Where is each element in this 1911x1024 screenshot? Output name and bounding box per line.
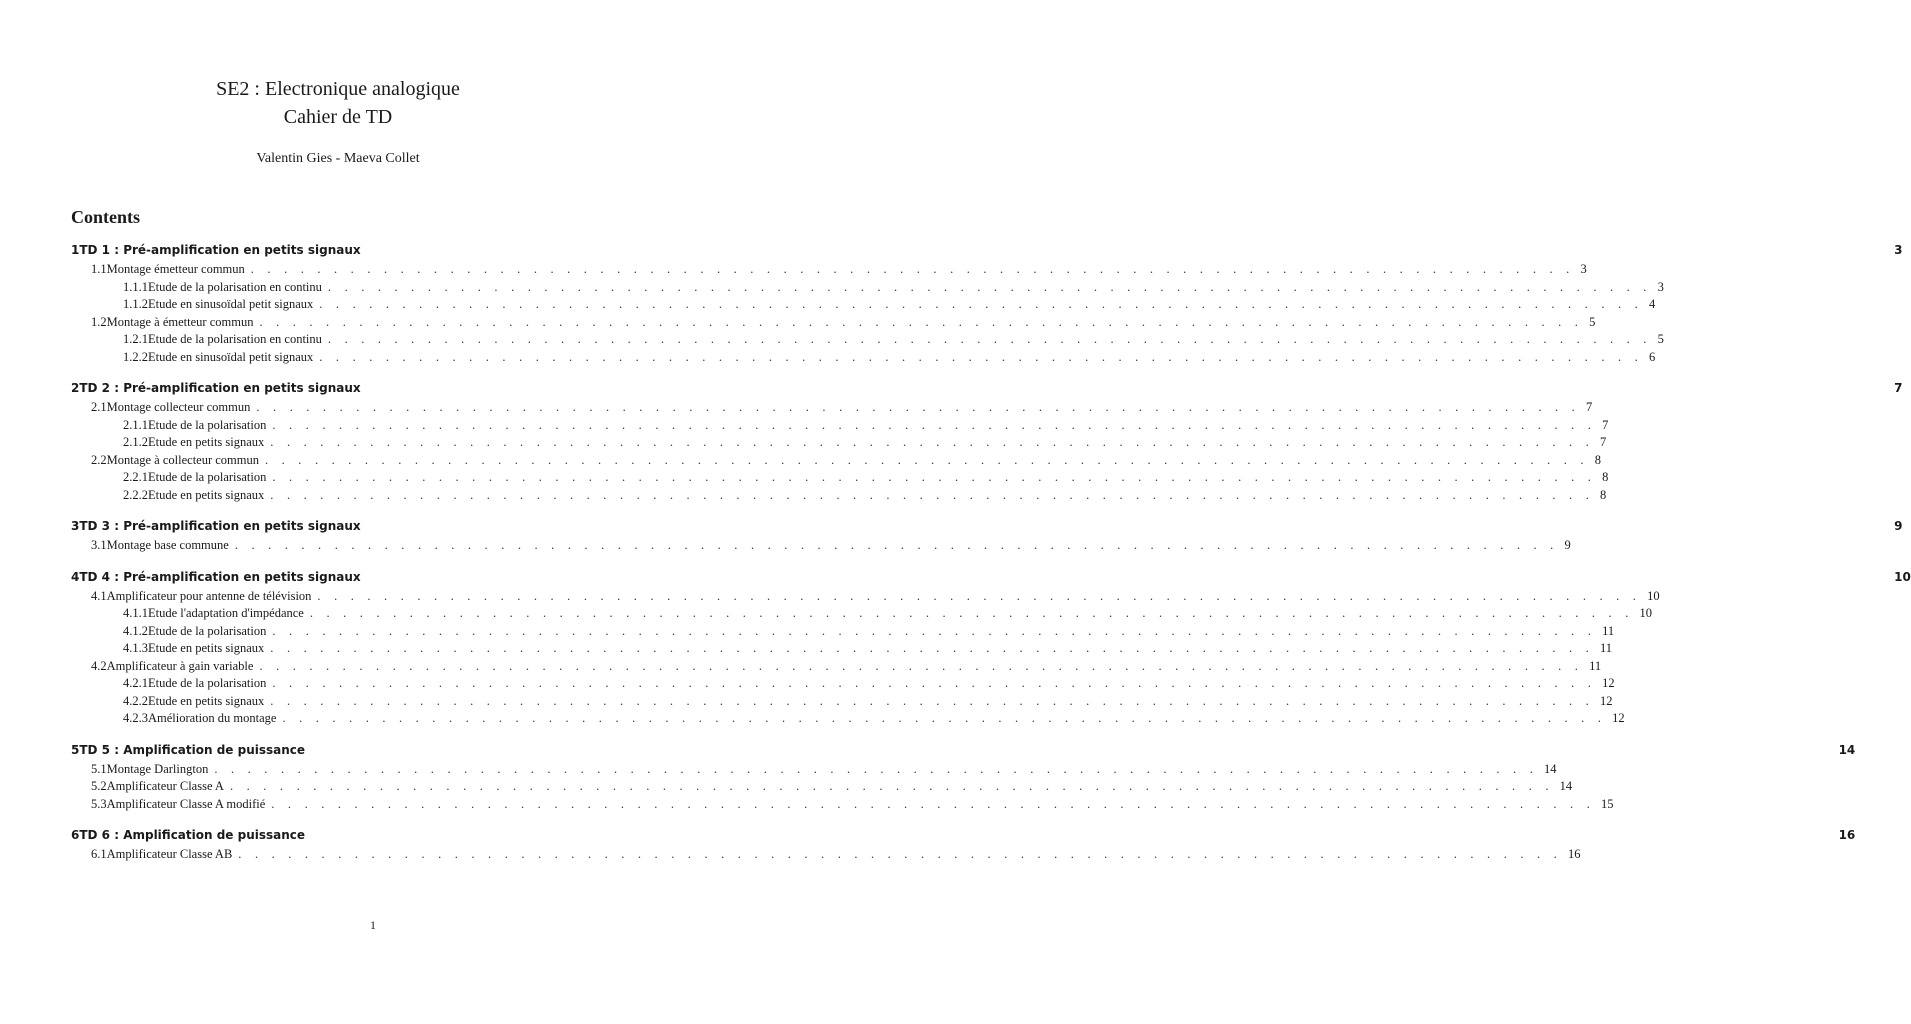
toc-leader-dots: . . . . . . . . . . . . . . . . . . . . . . . . . . . . . . . . . . . . . . . . . . . . . . . . . . . . . . . . . . . . . . . . . . . . . . . . . . . . . . . . [270, 487, 1594, 502]
toc-leader-dots: . . . . . . . . . . . . . . . . . . . . . . . . . . . . . . . . . . . . . . . . . . . . . . . . . . . . . . . . . . . . . . . . . . . . . . . . . . . . . . . . [272, 417, 1597, 432]
toc-entry-title: Montage à collecteur commun [106, 452, 259, 467]
toc-entry-5-3[interactable] [71, 796, 1614, 815]
toc-entry-title: TD 1 : Pré-amplification en petits signaux [79, 243, 361, 257]
toc-entry-3-1[interactable] [71, 538, 1571, 556]
toc-entry-page: 10 [1894, 569, 1911, 584]
toc-entry-page: 9 [1894, 519, 1903, 533]
toc-entry-number: 1.2 [91, 314, 107, 329]
toc-entry-title: TD 6 : Amplification de puissance [79, 828, 306, 842]
toc-entry-2-2-1[interactable] [71, 470, 1609, 488]
toc-entry-2[interactable] [71, 381, 1903, 399]
toc-entry-page: 5 [1589, 314, 1596, 329]
toc-entry-number: 6.1 [91, 847, 107, 861]
toc-leader-dots: . . . . . . . . . . . . . . . . . . . . . . . . . . . . . . . . . . . . . . . . . . . . . . . . . . . . . . . . . . . . . . . . . . . . . . . . . . . . . . . . [250, 262, 1575, 276]
toc-entry-number: 2.2.1 [123, 470, 148, 484]
toc-entry-number: 2.1 [91, 400, 107, 414]
toc-entry-2-2[interactable] [71, 452, 1601, 471]
toc-entry-page: 11 [1602, 623, 1615, 638]
toc-entry-page: 3 [1894, 243, 1903, 257]
toc-entry-6[interactable] [71, 828, 1856, 846]
toc-entry-number: 5 [71, 742, 80, 757]
toc-entry-page: 7 [1599, 435, 1607, 449]
toc-entry-title: Montage Darlington [106, 761, 209, 776]
toc-entry-page: 8 [1599, 487, 1607, 502]
contents-heading: Contents [71, 207, 141, 227]
toc-entry-1-1-2[interactable] [71, 297, 1656, 315]
toc-entry-title: TD 2 : Pré-amplification en petits signaux [79, 381, 361, 395]
toc-entry-6-1[interactable] [71, 847, 1581, 865]
toc-entry-number: 4.1.1 [123, 606, 148, 620]
toc-entry-page: 16 [1838, 828, 1856, 842]
toc-entry-title: Amplificateur pour antenne de télévision [106, 588, 312, 603]
toc-entry-page: 10 [1639, 606, 1653, 620]
toc-leader-dots: . . . . . . . . . . . . . . . . . . . . . . . . . . . . . . . . . . . . . . . . . . . . . . . . . . . . . . . . . . . . . . . . . . . . . . . . . . . . . . . . [272, 623, 1597, 638]
toc-entry-page: 12 [1602, 676, 1615, 690]
toc-entry-title: Etude de la polarisation [148, 417, 267, 432]
toc-entry-page: 15 [1600, 796, 1614, 811]
toc-entry-title: TD 4 : Pré-amplification en petits signaux [79, 569, 361, 584]
document-subtitle: Cahier de TD [283, 106, 393, 128]
toc-leader-dots: . . . . . . . . . . . . . . . . . . . . . . . . . . . . . . . . . . . . . . . . . . . . . . . . . . . . . . . . . . . . . . . . . . . . . . . . . . . . . . . . [319, 349, 1643, 364]
toc-entry-number: 1.1 [91, 262, 107, 276]
toc-entry-number: 4.1 [91, 588, 107, 603]
toc-entry-title: Etude en petits signaux [148, 435, 265, 449]
toc-entry-title: Etude en petits signaux [148, 641, 265, 655]
document-title: SE2 : Electronique analogique [216, 78, 460, 100]
toc-entry-page: 11 [1589, 658, 1602, 673]
toc-entry-title: Etude de la polarisation [148, 623, 267, 638]
toc-entry-number: 4.1.3 [123, 641, 148, 655]
toc-leader-dots: . . . . . . . . . . . . . . . . . . . . . . . . . . . . . . . . . . . . . . . . . . . . . . . . . . . . . . . . . . . . . . . . . . . . . . . . . . . . . . . . [272, 676, 1597, 690]
toc-entry-number: 5.2 [91, 779, 107, 793]
toc-entry-4-2-3[interactable] [71, 711, 1625, 729]
toc-entry-page: 3 [1580, 262, 1587, 276]
toc-entry-page: 8 [1602, 470, 1609, 484]
toc-entry-5-2[interactable] [71, 779, 1573, 797]
toc-entry-number: 4 [71, 569, 80, 584]
toc-entry-number: 3 [71, 519, 80, 533]
toc-entry-title: Etude l'adaptation d'impédance [148, 606, 304, 620]
toc-leader-dots: . . . . . . . . . . . . . . . . . . . . . . . . . . . . . . . . . . . . . . . . . . . . . . . . . . . . . . . . . . . . . . . . . . . . . . . . . . . . . . . . [270, 693, 1594, 708]
toc-entry-1-2[interactable] [71, 314, 1596, 333]
toc-entry-page: 4 [1648, 297, 1656, 311]
toc-entry-title: TD 3 : Pré-amplification en petits signaux [79, 519, 361, 533]
toc-entry-4-1-3[interactable] [71, 641, 1613, 659]
toc-entry-title: Etude de la polarisation [148, 470, 267, 484]
toc-entry-1[interactable] [71, 243, 1903, 261]
toc-entry-title: Amplificateur Classe A [106, 779, 224, 793]
toc-leader-dots: . . . . . . . . . . . . . . . . . . . . . . . . . . . . . . . . . . . . . . . . . . . . . . . . . . . . . . . . . . . . . . . . . . . . . . . . . . . . . . . . [229, 779, 1554, 793]
toc-entry-title: Etude de la polarisation [148, 676, 267, 690]
toc-entry-number: 2.2 [91, 452, 107, 467]
toc-leader-dots: . . . . . . . . . . . . . . . . . . . . . . . . . . . . . . . . . . . . . . . . . . . . . . . . . . . . . . . . . . . . . . . . . . . . . . . . . . . . . . . . [272, 470, 1597, 484]
toc-entry-page: 3 [1657, 279, 1664, 294]
toc-entry-1-2-2[interactable] [71, 349, 1656, 368]
toc-entry-number: 4.2.2 [123, 693, 148, 708]
toc-entry-4-2-2[interactable] [71, 693, 1613, 712]
toc-entry-page: 14 [1838, 742, 1856, 757]
toc-entry-number: 1.2.2 [123, 349, 148, 364]
toc-entry-4[interactable] [71, 569, 1911, 588]
toc-leader-dots: . . . . . . . . . . . . . . . . . . . . . . . . . . . . . . . . . . . . . . . . . . . . . . . . . . . . . . . . . . . . . . . . . . . . . . . . . . . . . . . . [327, 279, 1652, 294]
toc-entry-1-1-1[interactable] [71, 279, 1664, 298]
toc-entry-page: 6 [1648, 349, 1656, 364]
toc-entry-number: 4.2.3 [123, 711, 148, 725]
toc-entry-4-2-1[interactable] [71, 676, 1615, 694]
toc-leader-dots: . . . . . . . . . . . . . . . . . . . . . . . . . . . . . . . . . . . . . . . . . . . . . . . . . . . . . . . . . . . . . . . . . . . . . . . . . . . . . . . . [234, 538, 1559, 552]
toc-entry-title: Montage émetteur commun [106, 262, 245, 276]
toc-entry-4-1-1[interactable] [71, 606, 1653, 624]
toc-entry-number: 4.2.1 [123, 676, 148, 690]
toc-entry-page: 5 [1657, 332, 1664, 346]
toc-entry-title: Etude en petits signaux [148, 487, 265, 502]
toc-entry-4-1[interactable] [71, 588, 1660, 607]
toc-entry-number: 6 [71, 828, 80, 842]
toc-entry-number: 2.2.2 [123, 487, 148, 502]
toc-leader-dots: . . . . . . . . . . . . . . . . . . . . . . . . . . . . . . . . . . . . . . . . . . . . . . . . . . . . . . . . . . . . . . . . . . . . . . . . . . . . . . . . [259, 658, 1584, 673]
toc-entry-number: 1 [71, 243, 80, 257]
toc-leader-dots: . . . . . . . . . . . . . . . . . . . . . . . . . . . . . . . . . . . . . . . . . . . . . . . . . . . . . . . . . . . . . . . . . . . . . . . . . . . . . . . . [265, 452, 1589, 467]
toc-entry-title: Montage collecteur commun [106, 400, 251, 414]
toc-entry-page: 7 [1602, 417, 1609, 432]
toc-entry-number: 1.1.1 [123, 279, 148, 294]
toc-entry-number: 5.3 [91, 796, 107, 811]
toc-entry-1-1[interactable] [71, 262, 1587, 280]
toc-entry-number: 3.1 [91, 538, 107, 552]
toc-entry-title: Amplificateur Classe A modifié [106, 796, 266, 811]
toc-leader-dots: . . . . . . . . . . . . . . . . . . . . . . . . . . . . . . . . . . . . . . . . . . . . . . . . . . . . . . . . . . . . . . . . . . . . . . . . . . . . . . . . [259, 314, 1584, 329]
toc-leader-dots: . . . . . . . . . . . . . . . . . . . . . . . . . . . . . . . . . . . . . . . . . . . . . . . . . . . . . . . . . . . . . . . . . . . . . . . . . . . . . . . . [317, 588, 1642, 603]
toc-leader-dots: . . . . . . . . . . . . . . . . . . . . . . . . . . . . . . . . . . . . . . . . . . . . . . . . . . . . . . . . . . . . . . . . . . . . . . . . . . . . . . . . [270, 435, 1594, 449]
toc-leader-dots: . . . . . . . . . . . . . . . . . . . . . . . . . . . . . . . . . . . . . . . . . . . . . . . . . . . . . . . . . . . . . . . . . . . . . . . . . . . . . . . . [271, 796, 1595, 811]
toc-entry-5[interactable] [71, 742, 1856, 761]
toc-entry-number: 1.1.2 [123, 297, 148, 311]
toc-entry-title: TD 5 : Amplification de puissance [79, 742, 306, 757]
toc-entry-4-2[interactable] [71, 658, 1602, 677]
toc-entry-4-1-2[interactable] [71, 623, 1615, 642]
toc-entry-number: 2.1.1 [123, 417, 148, 432]
toc-entry-2-2-2[interactable] [71, 487, 1607, 506]
toc-entry-page: 12 [1599, 693, 1613, 708]
toc-entry-title: Amélioration du montage [148, 711, 277, 725]
toc-entry-number: 4.1.2 [123, 623, 148, 638]
toc-entry-page: 16 [1567, 847, 1581, 861]
toc-entry-5-1[interactable] [71, 761, 1557, 780]
toc-entry-page: 14 [1544, 761, 1557, 776]
toc-leader-dots: . . . . . . . . . . . . . . . . . . . . . . . . . . . . . . . . . . . . . . . . . . . . . . . . . . . . . . . . . . . . . . . . . . . . . . . . . . . . . . . . [327, 332, 1652, 346]
toc-entry-page: 12 [1612, 711, 1625, 725]
toc-entry-title: Etude de la polarisation en continu [148, 332, 322, 346]
toc-entry-page: 7 [1894, 381, 1903, 395]
toc-entry-title: Amplificateur Classe AB [106, 847, 233, 861]
toc-leader-dots: . . . . . . . . . . . . . . . . . . . . . . . . . . . . . . . . . . . . . . . . . . . . . . . . . . . . . . . . . . . . . . . . . . . . . . . . . . . . . . . . [214, 761, 1539, 776]
page-number: 1 [370, 918, 376, 932]
toc-entry-title: Etude en petits signaux [148, 693, 265, 708]
toc-entry-page: 9 [1564, 538, 1571, 552]
toc-entry-number: 4.2 [91, 658, 107, 673]
authors: Valentin Gies - Maeva Collet [256, 151, 420, 166]
toc-entry-page: 11 [1599, 641, 1613, 655]
toc-entry-title: Amplificateur à gain variable [106, 658, 254, 673]
toc-entry-2-1-2[interactable] [71, 435, 1607, 453]
toc-entry-page: 7 [1586, 400, 1593, 414]
toc-leader-dots: . . . . . . . . . . . . . . . . . . . . . . . . . . . . . . . . . . . . . . . . . . . . . . . . . . . . . . . . . . . . . . . . . . . . . . . . . . . . . . . . [256, 400, 1581, 414]
toc-entry-page: 14 [1559, 779, 1573, 793]
toc-entry-2-1-1[interactable] [71, 417, 1609, 436]
toc-entry-number: 2 [71, 381, 80, 395]
toc-entry-title: Etude en sinusoïdal petit signaux [148, 349, 314, 364]
toc-entry-2-1[interactable] [71, 400, 1593, 418]
toc-leader-dots: . . . . . . . . . . . . . . . . . . . . . . . . . . . . . . . . . . . . . . . . . . . . . . . . . . . . . . . . . . . . . . . . . . . . . . . . . . . . . . . . [282, 711, 1607, 725]
toc-entry-number: 5.1 [91, 761, 107, 776]
toc-entry-title: Montage à émetteur commun [106, 314, 254, 329]
toc-entry-number: 2.1.2 [123, 435, 148, 449]
toc-entry-title: Etude en sinusoïdal petit signaux [148, 297, 314, 311]
toc-entry-title: Montage base commune [106, 538, 229, 552]
toc-entry-page: 8 [1594, 452, 1601, 467]
toc-leader-dots: . . . . . . . . . . . . . . . . . . . . . . . . . . . . . . . . . . . . . . . . . . . . . . . . . . . . . . . . . . . . . . . . . . . . . . . . . . . . . . . . [309, 606, 1634, 620]
toc-leader-dots: . . . . . . . . . . . . . . . . . . . . . . . . . . . . . . . . . . . . . . . . . . . . . . . . . . . . . . . . . . . . . . . . . . . . . . . . . . . . . . . . [319, 297, 1643, 311]
toc-entry-page: 10 [1647, 588, 1660, 603]
toc-entry-1-2-1[interactable] [71, 332, 1664, 350]
toc-leader-dots: . . . . . . . . . . . . . . . . . . . . . . . . . . . . . . . . . . . . . . . . . . . . . . . . . . . . . . . . . . . . . . . . . . . . . . . . . . . . . . . . [238, 847, 1562, 861]
toc-leader-dots: . . . . . . . . . . . . . . . . . . . . . . . . . . . . . . . . . . . . . . . . . . . . . . . . . . . . . . . . . . . . . . . . . . . . . . . . . . . . . . . . [270, 641, 1594, 655]
toc-entry-3[interactable] [71, 519, 1903, 537]
toc-entry-title: Etude de la polarisation en continu [148, 279, 322, 294]
toc-entry-number: 1.2.1 [123, 332, 148, 346]
